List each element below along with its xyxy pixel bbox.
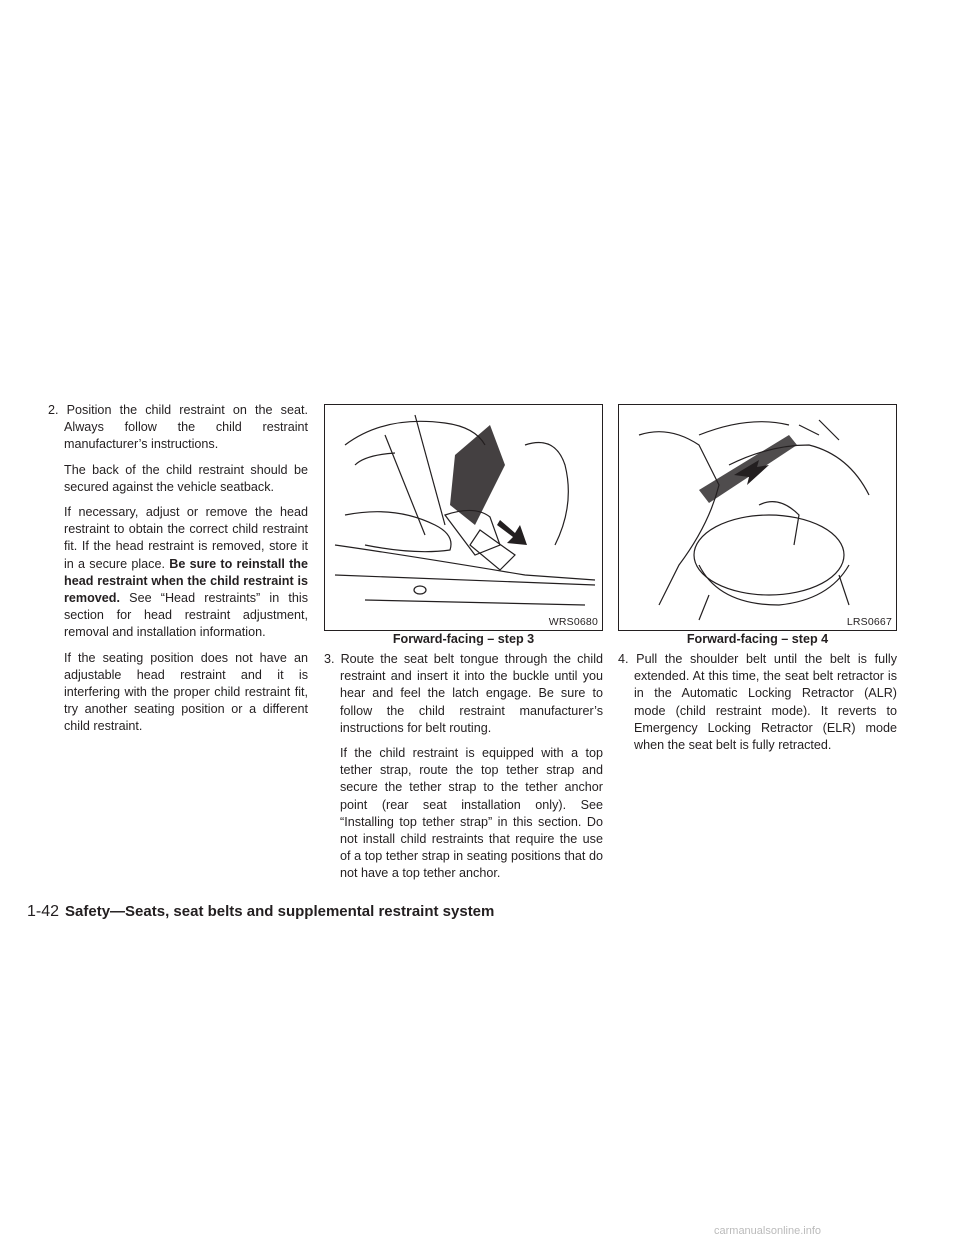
step-3-text: 3. Route the seat belt tongue through the child restraint and insert it into the buckle until you hear and feel the latch engage. Be sure to follow the child restraint manufacturer’s instructions for belt routing. <box>324 652 603 735</box>
paragraph-3-text: If necessary, adjust or remove the head restraint to obtain the correct child restraint fit. If the head restraint is removed, store it in a secure place. <box>64 505 308 571</box>
page-footer <box>27 903 494 921</box>
watermark: carmanualsonline.info <box>714 1225 822 1237</box>
page-number: 1-42 <box>27 903 60 920</box>
paragraph-3-reference: See “Head restraints” in this section for head restraint adjustment, removal and installation information. <box>64 591 308 640</box>
step-2-paragraph-2: The back of the child restraint should be secured against the vehicle seatback. <box>64 462 308 494</box>
figure-code: LRS0667 <box>846 616 892 628</box>
figure-caption: Forward-facing – step 4 <box>686 632 829 646</box>
step-2-text: 2. Position the child restraint on the seat. Always follow the child restraint manufacturer’s instructions. <box>48 403 308 452</box>
column-right <box>618 651 897 762</box>
figure-code: WRS0680 <box>548 616 598 628</box>
column-left <box>48 402 308 744</box>
figure-forward-facing-step-4 <box>618 404 897 631</box>
step-3-paragraph-2: If the child restraint is equipped with a top tether strap, route the top tether strap and secure the tether strap to the tether anchor point (rear seat installation only). See “Installing top tether strap” in this section. Do not install child restraints that require the use of a top tether strap in seating positions that do not have a top tether anchor. <box>340 746 603 881</box>
step-4-text: 4. Pull the shoulder belt until the belt is fully extended. At this time, the seat belt retractor is in the Automatic Locking Retractor (ALR) mode (child restraint mode). It reverts to Emergency Locking Retractor (ELR) mode when the seat belt is fully retracted. <box>618 652 897 753</box>
figure-forward-facing-step-3 <box>324 404 603 631</box>
column-middle <box>324 651 603 891</box>
paragraph-3-warning: Be sure to reinstall the head restraint when the child restraint is removed. <box>64 556 308 606</box>
illustration-step-3 <box>325 405 602 630</box>
step-2-paragraph-4: If the seating position does not have an adjustable head restraint and it is interfering with the proper child restraint fit, try another seating position or a different child restraint. <box>64 650 308 734</box>
step-2-paragraph-3 <box>48 504 308 642</box>
illustration-step-4 <box>619 405 896 630</box>
figure-caption: Forward-facing – step 3 <box>392 632 535 646</box>
section-title: Safety—Seats, seat belts and supplemental restraint system <box>65 903 495 920</box>
